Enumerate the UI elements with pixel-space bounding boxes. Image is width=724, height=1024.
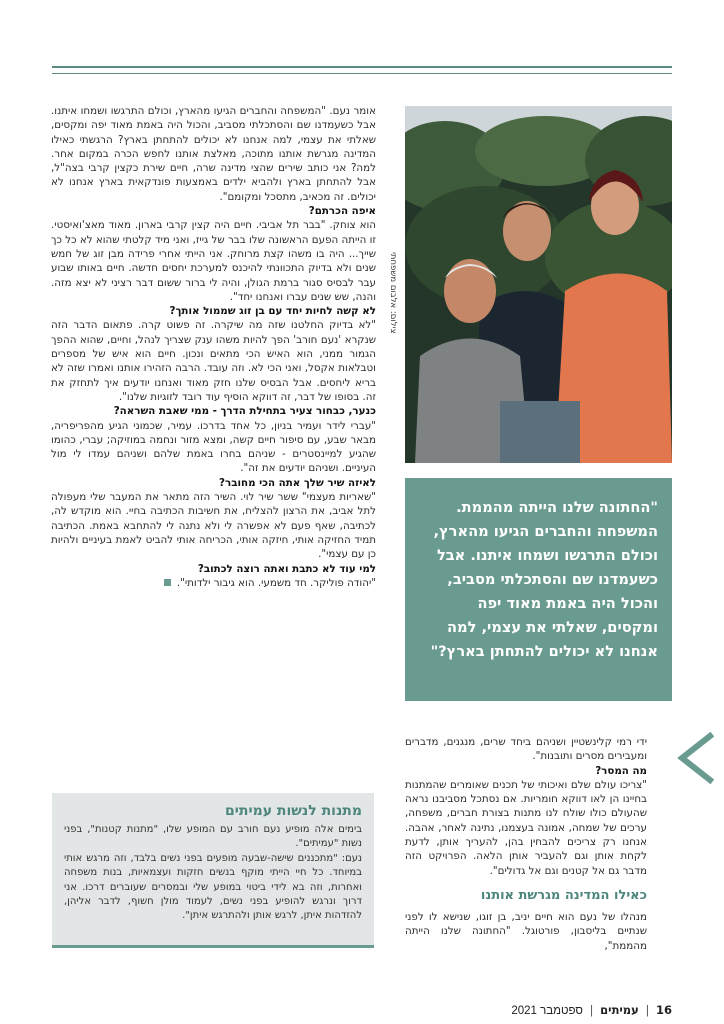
paragraph: "צריכו עולם שלם ואיכותי של תכנים שאומרים שהמתנות בחיינו הן לאו דווקא חומריות. אם נסתכל מסביבנו נראה שהעולם כולו שולח לנו מתנות בצורת חברים, משפחה, ערכים של שמחה, אמונה בעצמנו, נתינה לאחר, אהבה. אנחנו רק צריכים להבחין בהן, להעריך אותן, לדעת לקחת אותן וגם להעביר אותן הלאה. הפרויקט הזה מדבר גם אל קטנים וגם אל גדולים". [405, 778, 647, 877]
end-mark-icon [164, 579, 171, 586]
interview-question: למי עוד לא כתבת ואתה רוצה לכתוב? [197, 562, 376, 575]
page-number: 16 [655, 1003, 672, 1017]
sidebar-paragraph: נעם: "מתכננים שישה-שבעה מופעים בפני נשים בלבד, וזה מרגש אותי במיוחד. כל חיי הייתי מוקף בנשים חזקות ועצמאיות, בנות משפחה ואחרות, וזה בא לידי ביטוי במופע שלי ובמסרים שעוברים דרכו. אני דרוך ונרגש להופיע בפני נשים, לעמוד מולן חשוף, לדבר אליהן, להזדהות איתן, לרגש אותן ולהתרגש איתן". [64, 852, 362, 922]
sidebar-box [52, 793, 374, 948]
footer-separator: | [645, 1003, 650, 1017]
top-rule-thin [52, 73, 672, 74]
paragraph: אומר נעם. "המשפחה והחברים הגיעו מהארץ, וכולם התרגשו ושמחו איתנו. אבל כשעמדנו שם והסתכלתי מסביב, והכול היה באמת מאוד יפה ומקסים, שאלתי את עצמי, למה אנחנו לא יכולים להתחתן בארץ? הרגשתי כאילו המדינה מגרשת אותנו מתוכה, מאלצת אותנו לחפש הכרה במקום אחר. למה? אני כותב שירים שהצי מדינה שרה, חיים שירת כקצין קרבי בצה"ל, אבל להתחתן בארץ ולהביא ילדים באמצעות פונדקאית בארץ אנחנו לא יכולים. זה מכאיב, מתסכל ומקומם". [51, 105, 376, 203]
section-subheading: כאילו המדינה מגרשת אותנו [480, 887, 647, 903]
interview-question: איפה הכרתם? [308, 205, 376, 218]
page-footer [511, 1003, 672, 1017]
magazine-name: עמיתים [600, 1003, 639, 1017]
paragraph: הוא צוחק. "בבר תל אביבי. חיים היה קצין קרבי בארון. מאוד מאצ'ואיסטי. זו הייתה הפעם הראשונה שלו בבר של גייז, ואני מיד קלטתי שהוא לא כל כך שייך... היה בו משהו קצת מרוחק. אני הייתי אחרי פרידה מבן זוג של חמש שנים ולא בדיוק התכוונתי להיכנס למערכת יחסים חדשה. חיים באותו שבוע עבר לבסיס סגור ברמת הגולן, והיה לי ברור ששום דבר רציני לא יצא מזה. והנה, שש שנים עברו ואנחנו יחד". [51, 219, 376, 303]
interview-question: לא קשה לחיות יחד עם בן זוג שממול אותך? [169, 305, 376, 318]
issue-date: ספטמבר 2021 [511, 1005, 583, 1017]
family-photo [405, 106, 672, 463]
paragraph: ידי רמי קלינשטיין ושניהם ביחד שרים, מנגנים, מדברים ומעבירים מסרים ותובנות". [405, 736, 647, 763]
article-right-column [51, 104, 376, 590]
sidebar-paragraph: בימים אלה מופיע נעם חורב עם המופע שלו, "מתנות קטנות", בפני נשות "עמיתים". [64, 824, 362, 850]
interview-question: מה המסר? [595, 764, 647, 777]
paragraph: מנהלו של נעם הוא חיים יניב, בן זוגו, שנישא לו לפני שנתיים בליסבון, פורטוגל. "החתונה שלנו הייתה מהממת", [405, 910, 647, 952]
paragraph: "שאריות מעצמי" ששר שיר לוי. השיר הזה מתאר את המעבר שלי מעפולה לתל אביב, את הרצון להצליח, את חשיבות הכתיבה בחיי. הוא מוקדש לה, לכתיבה, שאף פעם לא אפשרה לי ולא נתנה לי להתחבא באמת. הכתיבה תמיד החזיקה אותי, חיזקה אותי, הכריחה אותי להביט לאמת בעיניים ולהיות כן עם עצמי". [51, 491, 376, 561]
paragraph: "עברי לידר ועמיר בניון, כל אחד בדרכו. עמיר, שכמוני הגיע מהפריפריה, מבאר שבע, עם סיפור חיים קשה, ומצא מזור ונחמה במוזיקה; עברי, כהומו שהגיע למיינסטרים - שניהם בחרו באמת שלהם ושניהם עמדו לי מול העיניים. ושניהם יודעים את זה". [51, 419, 376, 475]
footer-separator: | [589, 1003, 594, 1017]
pull-quote: "החתונה שלנו הייתה מהממת. המשפחה והחברים הגיעו מהארץ, וכולם התרגשו ושמחו איתנו. אבל כשעמדנו שם והסתכלתי מסביב, והכול היה באמת מאוד יפה ומקסים, שאלתי את עצמי, למה אנחנו לא יכולים להתחתן בארץ?" [405, 478, 672, 701]
paragraph-last-text: "יהודה פוליקר. חד משמעי. הוא גיבור ילדותי". [176, 576, 376, 589]
top-rule [52, 66, 672, 68]
chevron-left-icon [674, 732, 718, 784]
paragraph-last [51, 576, 376, 590]
sidebar-title: מתנות לנשות עמיתים [225, 803, 362, 819]
article-left-column [405, 735, 647, 953]
interview-question: כנער, כבחור צעיר בתחילת הדרך - ממי שאבת השראה? [113, 405, 376, 418]
interview-question: לאיזה שיר שלך אתה הכי מחובר? [219, 476, 376, 489]
photo-credit: צילום: אלבום משפחתי [388, 252, 398, 334]
paragraph: "לא בדיוק החלטנו שזה מה שיקרה. זה פשוט קרה. פתאום הדבר הזה שנקרא 'נעם חורב' הפך להיות משהו ענק שצריך לנהל, וחיים, שהוא ההפך הגמור ממני, הוא האיש הכי מתאים ונכון. חיים הוא איש של מספרים וטבלאות אקסל, ואני הכי לא. וזה עובד. הרבה הזהירו אותנו ואמרו שזה לא בריא ליחסים. אבל הבסיס שלנו חזק מאוד ואנחנו יודעים איך לתחזק את זה. בסופו של דבר, זה דווקא הוסיף עוד רובד לזוגיות שלנו". [51, 319, 376, 403]
